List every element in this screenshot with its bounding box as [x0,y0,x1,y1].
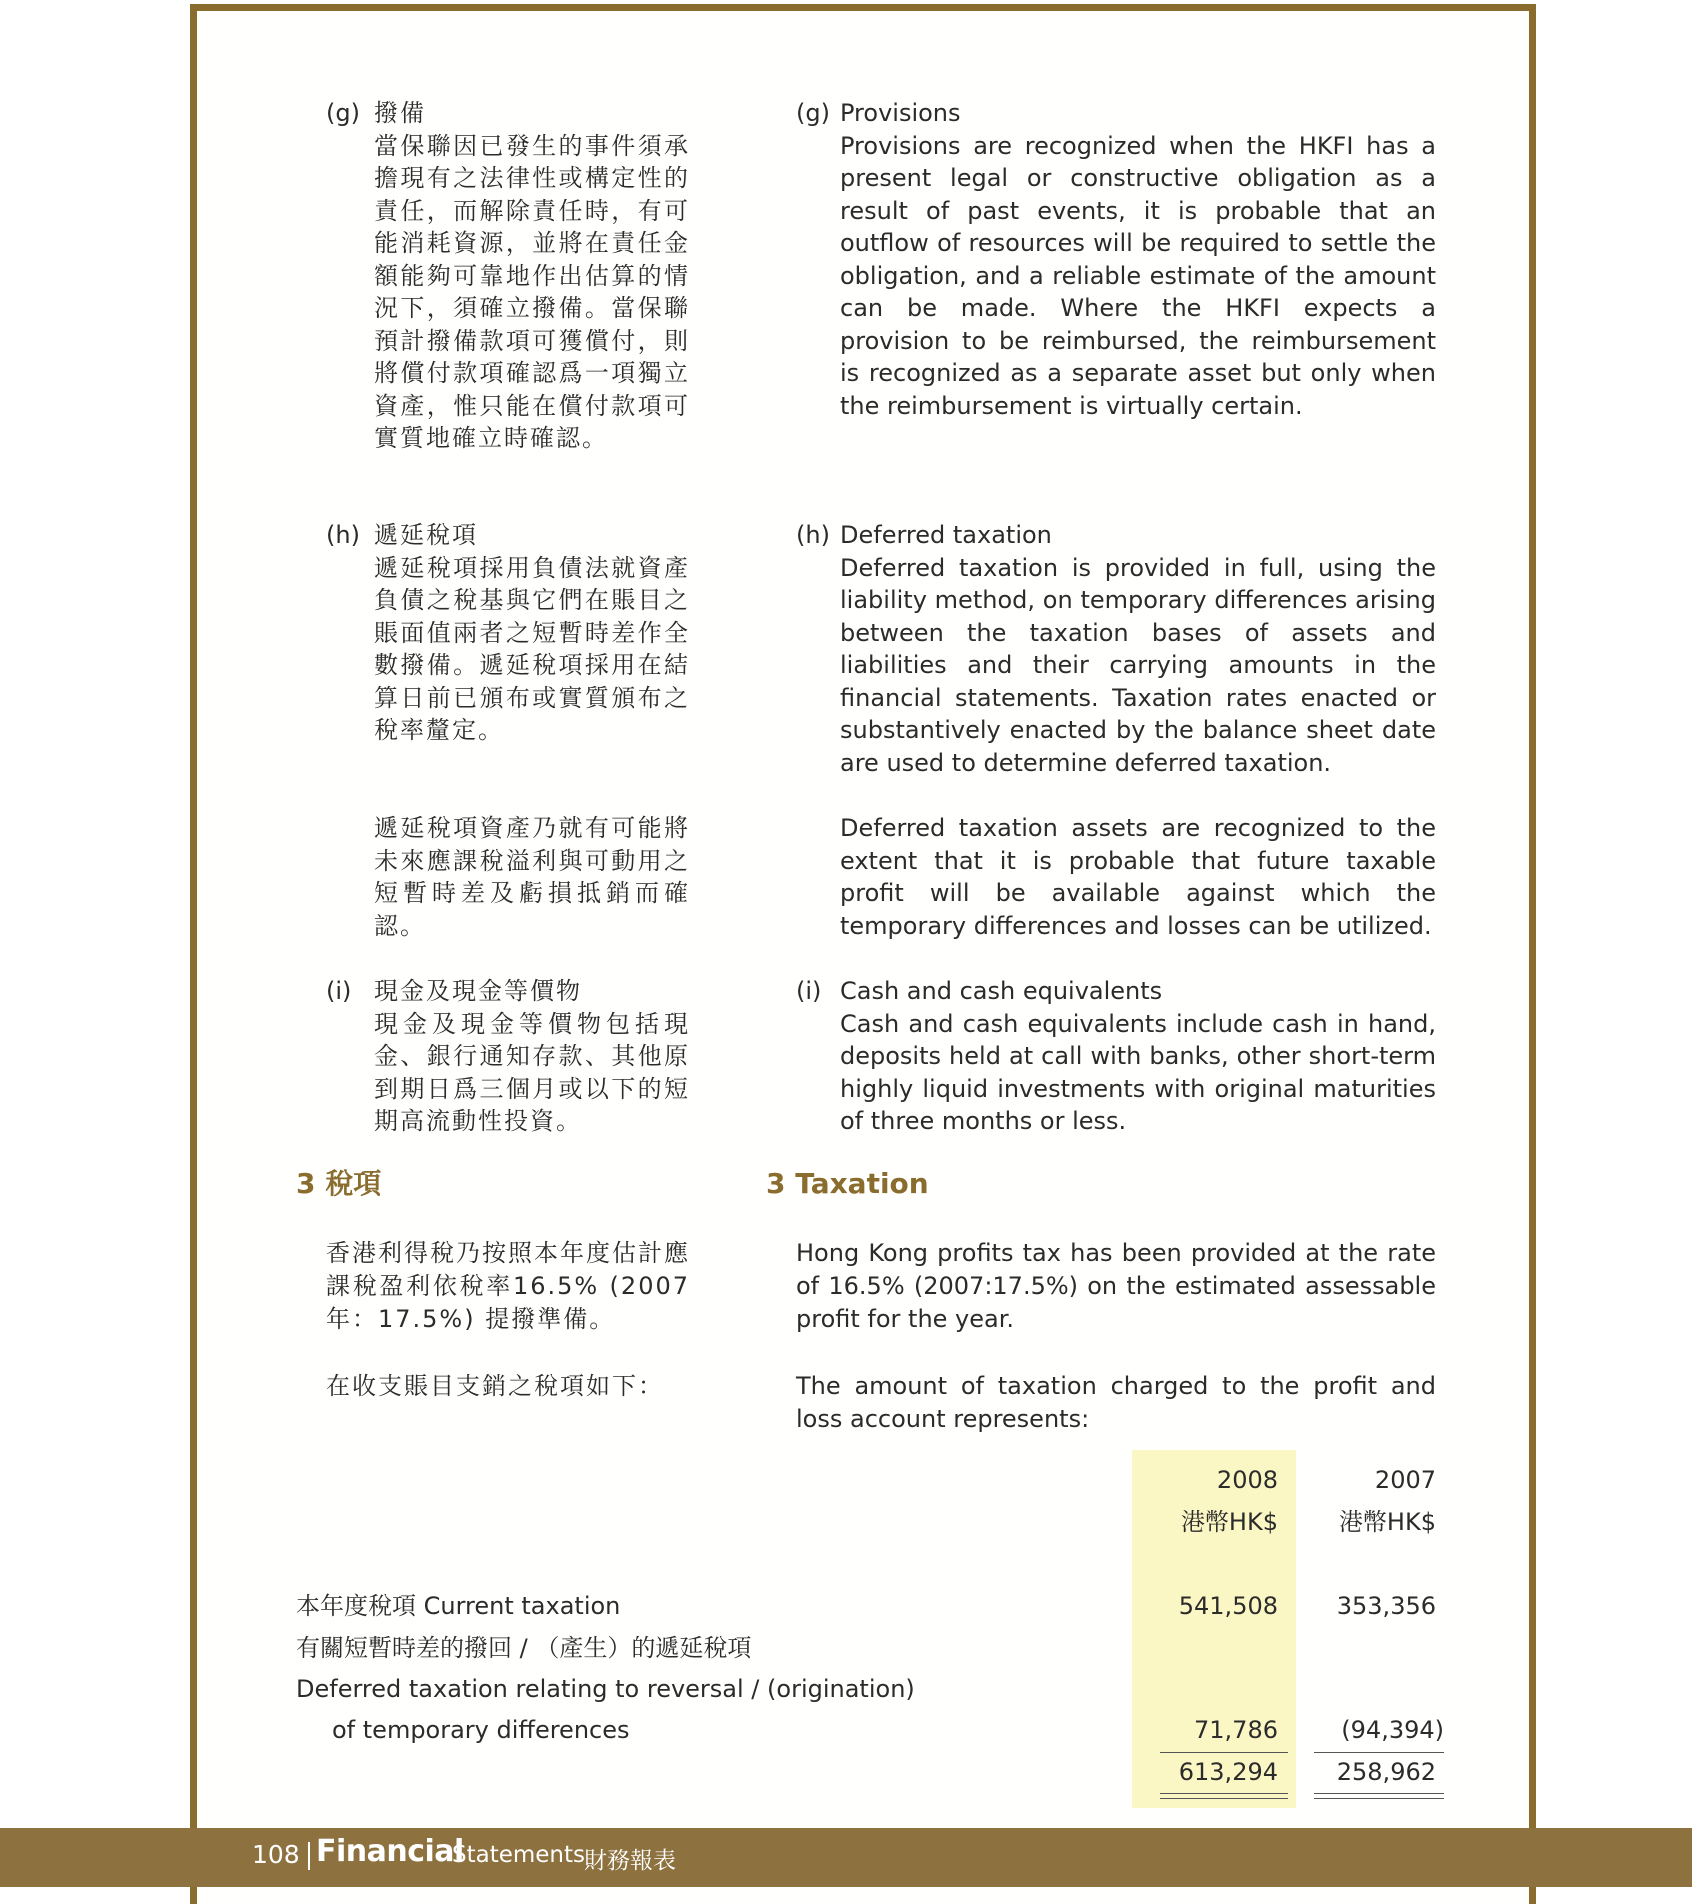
row-current-taxation-label: 本年度稅項 Current taxation [296,1592,621,1620]
row-deferred-2007: (94,394) [1341,1716,1444,1744]
current-year-highlight [1132,1450,1296,1808]
deferred-en-body2: Deferred taxation assets are recognized to the extent that it is probable that future taxable profit will be available against which the temporary differences and losses can be utilized. [840,814,1436,940]
provisions-zh [374,97,690,455]
deferred-zh-body1: 遞延稅項採用負債法就資產負債之稅基與它們在賬目之賬面值兩者之短暫時差作全數撥備。遞延稅項採用在結算日前已頒布或實質頒布之稅率釐定。 [374,553,690,744]
page-number: 108 [252,1840,300,1869]
deferred-en-title: Deferred taxation [840,521,1052,549]
taxation-en-para2: The amount of taxation charged to the profit and loss account represents: [796,1372,1436,1433]
deferred-marker-zh: (h) [326,521,360,549]
cash-en [840,975,1436,1138]
row-deferred-label-en2: of temporary differences [332,1716,630,1744]
deferred-en-body1: Deferred taxation is provided in full, using the liability method, on temporary differences arising between the taxation bases of assets and liabilities and their carrying amounts in the financial statements. Taxation rates enacted or substantively enacted by the balance sheet date are used to determine deferred taxation. [840,553,1436,777]
provisions-zh-title: 撥備 [374,99,426,127]
total-double-rule-2008-a [1160,1793,1288,1794]
provisions-en-body: Provisions are recognized when the HKFI has a present legal or constructive obligation as a result of past events, it is probable that an outflow of resources will be required to settle the obligation, and a reliable estimate of the amount can be made. Where the HKFI expects a provision to be reimbursed, the reimbursement is recognized as a separate asset but only when the reimbursement is virtually certain. [840,131,1436,420]
taxation-zh-para2: 在收支賬目支銷之稅項如下： [326,1372,664,1400]
subtotal-rule-2008 [1160,1752,1288,1753]
cash-marker-zh: (i) [326,977,352,1005]
cash-zh-title: 現金及現金等價物 [374,977,582,1005]
footer-statements: Statements [452,1842,586,1868]
footer-separator [308,1842,310,1870]
provisions-zh-body: 當保聯因已發生的事件須承擔現有之法律性或構定性的責任，而解除責任時，有可能消耗資源，並將在責任金額能夠可靠地作出估算的情況下，須確立撥備。當保聯預計撥備款項可獲償付，則將償付款項確認爲一項獨立資產，惟只能在償付款項可實質地確立時確認。 [374,131,690,452]
currency-2007-header: 港幣HK$ [1338,1508,1436,1536]
year-2007-header: 2007 [1374,1466,1436,1494]
provisions-marker-zh: (g) [326,99,360,127]
provisions-marker-en: (g) [796,99,830,127]
row-deferred-label-zh: 有關短暫時差的撥回 / （產生）的遞延稅項 [296,1634,752,1662]
row-deferred-2008: 71,786 [1194,1716,1278,1744]
row-current-taxation-2008: 541,508 [1178,1592,1278,1620]
currency-2008-header: 港幣HK$ [1180,1508,1278,1536]
footer-bar [0,1828,1692,1887]
cash-zh-body: 現金及現金等價物包括現金、銀行通知存款、其他原到期日爲三個月或以下的短期高流動性投資。 [374,1009,690,1135]
footer-financial: Financial [316,1834,464,1869]
deferred-zh-title: 遞延稅項 [374,521,478,549]
deferred-en [840,519,1436,779]
taxation-zh-para1: 香港利得稅乃按照本年度估計應課稅盈利依稅率16.5% (2007年：17.5%) 提撥準備。 [326,1239,690,1333]
cash-marker-en: (i) [796,977,822,1005]
cash-en-title: Cash and cash equivalents [840,977,1163,1005]
taxation-heading-zh: 3 稅項 [296,1167,382,1200]
row-deferred-label-en1: Deferred taxation relating to reversal / (origination) [296,1675,915,1703]
total-double-rule-2007-a [1314,1793,1444,1794]
total-2007: 258,962 [1336,1758,1436,1786]
taxation-heading-en: 3 Taxation [766,1167,929,1200]
total-double-rule-2008-b [1160,1798,1288,1799]
provisions-en-title: Provisions [840,99,961,127]
cash-zh [374,975,690,1138]
deferred-zh [374,519,690,747]
footer-zh: 財務報表 [584,1848,676,1874]
year-2008-header: 2008 [1216,1466,1278,1494]
total-2008: 613,294 [1178,1758,1278,1786]
deferred-marker-en: (h) [796,521,830,549]
provisions-en [840,97,1436,422]
taxation-en-para1: Hong Kong profits tax has been provided at the rate of 16.5% (2007:17.5%) on the estimated assessable profit for the year. [796,1239,1436,1333]
total-double-rule-2007-b [1314,1798,1444,1799]
cash-en-body: Cash and cash equivalents include cash in hand, deposits held at call with banks, other short-term highly liquid investments with original maturities of three months or less. [840,1009,1436,1135]
deferred-zh-body2: 遞延稅項資產乃就有可能將未來應課稅溢利與可動用之短暫時差及虧損抵銷而確認。 [374,814,690,940]
row-current-taxation-2007: 353,356 [1336,1592,1436,1620]
subtotal-rule-2007 [1314,1752,1444,1753]
